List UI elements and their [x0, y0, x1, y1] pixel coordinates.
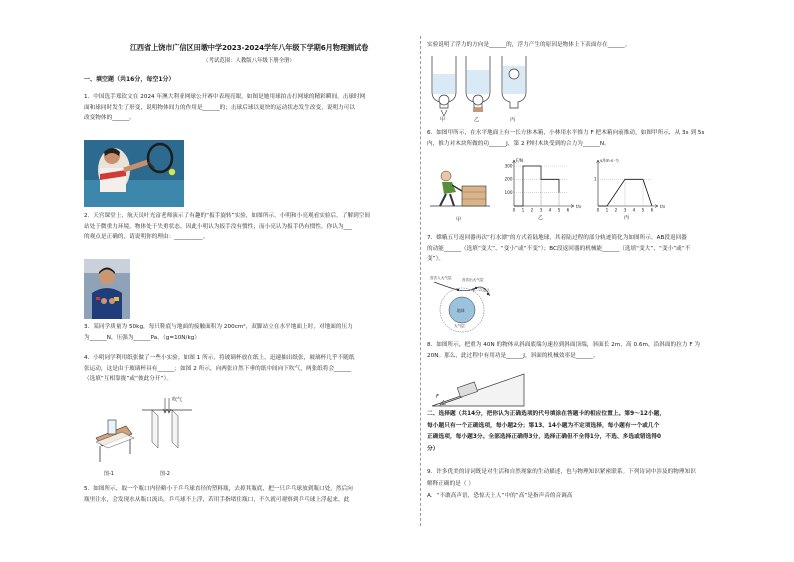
section-2-line: 每小题只有一个正确选项，每小题2分；第13、14小题为不定项选择，每小题有一个或几个 [427, 422, 660, 429]
question-2-line: 站处于微重力环境，物体处于失重状态，因此小明认为扳手没有惯性；而小亮认为扳手仍有惯性，你认为___ [84, 223, 353, 230]
trajectory-label-earth: 地球 [457, 308, 465, 313]
question-9-option-a: A．“不敢高声语，恐惊天上人”中的“高”是指声音的音调高 [427, 493, 573, 499]
question-6 [427, 128, 757, 149]
question-7-line: 7．嫦娥五号返回器再次“打水漂”的方式着陆地球，其着陆过程的部分轨迹简化为如图所示。AB段返回器 [427, 235, 687, 241]
question-3-line: 为______N，压强为______Pa。（g=10N/kg） [84, 334, 201, 341]
question-7 [427, 233, 757, 265]
trajectory-label-first-entry: 首次入大气层 [430, 276, 452, 280]
bottle-caption-yi: 乙 [474, 117, 480, 123]
bottle-caption-bing: 丙 [510, 117, 516, 123]
blow-label: 吹气 [172, 397, 183, 403]
question-8-line: 8．如图所示，把重为 40N 的物体从斜面底端匀速拉到斜面顶端，斜面长 2m，高 0.6m，沿斜面的拉力 F 为 [427, 342, 701, 348]
question-8 [427, 340, 757, 361]
question-3-line: 3．某同学质量为 50kg，每只鞋底与地面的接触面积为 200cm²，双脚站立在水平地面上时，对地面的压力 [84, 324, 353, 330]
question-5 [84, 484, 414, 505]
bottle-figure [428, 56, 538, 124]
question-3 [84, 322, 414, 343]
push-box-figure [430, 158, 490, 222]
x-tick-label: 1 [605, 207, 609, 213]
question-4-line: 4．小明同学利用纸张做了一些小实验。如图 1 所示，将玻璃杯放在纸上，迅速抽出纸张，玻璃杯几乎不随纸 [84, 355, 355, 361]
trajectory-label-atmosphere: 大气层 [454, 324, 465, 328]
x-tick-label: 0 [596, 207, 600, 213]
section-heading-fill: 一、填空题（共16分，每空1分） [84, 76, 175, 83]
x-tick-label: 5 [557, 207, 561, 213]
section-2-line: 正确选项，每小题3分。全部选择正确得3分，选择正确但不全得1分，不选、多选或错选得0 [427, 434, 662, 441]
question-1-line: 1．中国选手郑钦文在 2024 年澳大利亚网球公开赛中表现亮眼，如图是她用球拍击打网球的精彩瞬间，击球时网 [84, 94, 366, 100]
column-divider [420, 36, 421, 526]
y-tick-label: 1 [593, 176, 597, 182]
bottle-caption-jia: 甲 [440, 117, 446, 123]
y-axis-label: v/(m·s⁻¹) [600, 158, 619, 163]
y-tick-label: 200 [504, 176, 513, 182]
x-tick-label: 6 [650, 207, 654, 213]
x-tick-label: 1 [521, 207, 525, 213]
figure-2-caption: 图-2 [160, 471, 170, 477]
x-tick-label: 3 [539, 207, 543, 213]
question-7-line: 的动能______（选填“变大”、“变小”或“不变”）；BC段返回器的机械能______（选填“变大”、“变小”或“不 [427, 245, 691, 252]
velocity-chart-caption: 丙 [624, 215, 630, 221]
page-title: 江西省上饶市广信区田墩中学2023-2024学年八年级下学期6月物理测试卷 [129, 43, 369, 52]
force-chart-caption: 乙 [538, 215, 544, 221]
reentry-trajectory-figure [428, 274, 496, 334]
question-5-line: 瓶里注水，会发现水从瓶口流出，乒乓球不上浮，若用手指堵住瓶口，不久就可观察到乒乓球上浮起来，此 [84, 496, 350, 503]
question-4-line: 张运动，这是由于玻璃杯具有______；如图 2 所示，向两张自然下垂的纸中间向下吹气，两张纸将会______ [84, 365, 352, 372]
x-tick-label: 5 [641, 207, 645, 213]
x-axis-label: t/s [660, 204, 666, 209]
question-1 [84, 92, 414, 124]
x-tick-label: 2 [614, 207, 618, 213]
question-7-line: 变”）。 [427, 256, 445, 263]
question-9 [427, 466, 757, 502]
section-heading-choice [427, 409, 763, 455]
x-tick-label: 6 [566, 207, 570, 213]
y-tick-label: 300 [504, 163, 513, 169]
x-axis-label: t/s [576, 204, 582, 209]
question-1-line: 面和球同时发生了形变，说明物体间力的作用是______的；击球后球以更快的运动状态发生改变，说明力可以 [84, 104, 356, 111]
tennis-player-photo [84, 140, 184, 207]
section-2-line: 分） [427, 445, 439, 452]
question-4 [84, 353, 414, 385]
page-subtitle: （考试范围：人教版八年级下册全册） [203, 58, 295, 64]
question-9-line: 9．许多优美的诗词既是对生活和自然现象的生动描述，也与物理知识紧密联系。下列诗词中涉及的物理知识 [427, 469, 696, 475]
force-time-chart [502, 156, 580, 222]
force-label: F [436, 394, 439, 400]
push-figure-caption: 甲 [456, 217, 462, 223]
question-2-line: 的观点是正确的，请说明你的理由：__________。 [84, 234, 209, 241]
question-6-line: 6．如图甲所示，在水平地面上有一长方体木箱，小林用水平推力 F 把木箱向前推动，如图甲所示，从 3s 到 5s [427, 130, 705, 136]
velocity-time-chart-svg [586, 156, 666, 216]
question-5-line: 5．如图所示，取一个瓶口内径略小于乒乓球直径的塑料瓶，去掉其瓶底，把一只乒乓球放到瓶口处，然后向 [84, 486, 353, 492]
question-2 [84, 211, 414, 243]
question-8-line: 20N。那么，此过程中有用功是______J，斜面的机械效率是______。 [427, 352, 599, 359]
series-line [514, 166, 559, 206]
figure-1-caption: 图-1 [104, 471, 114, 477]
paper-experiment-figure [92, 398, 202, 480]
question-5-continued [427, 40, 757, 51]
y-axis-label: F/N [516, 158, 523, 163]
incline-figure [430, 368, 528, 408]
x-tick-label: 4 [632, 207, 636, 213]
question-6-line: 内，推力对木块所做的功______J，第 2 秒时木块受到的合力为______N。 [427, 140, 610, 147]
x-tick-label: 0 [512, 207, 516, 213]
force-time-chart-svg [502, 156, 580, 216]
trajectory-label-first-exit: 首次出大气层 [462, 278, 484, 282]
x-tick-label: 4 [548, 207, 552, 213]
astronaut-photo [84, 259, 130, 319]
y-tick-label: 100 [504, 190, 513, 196]
section-2-line: 二、选择题（共14分，把你认为正确选项的代号填涂在答题卡的相应位置上。第9～12小题， [427, 411, 666, 417]
x-tick-label: 2 [530, 207, 534, 213]
question-5-continued-line: 实验说明了浮力的方向是______的，浮力产生的原因是物体上下表面存在______。 [427, 42, 631, 48]
velocity-time-chart [586, 156, 666, 222]
question-9-line: 解释正确的是（ ） [427, 481, 474, 487]
x-tick-label: 3 [623, 207, 627, 213]
question-4-line: （选填“互相靠拢”或“彼此分开”）。 [84, 376, 173, 383]
trajectory-label-second-entry: 第二次进入 [472, 288, 490, 292]
question-2-line: 2．天宫课堂上，航天员叶光富老师演示了有趣的“扳手旋转”实验，如图所示，小明和小亮观看实验后，了解到空间 [84, 213, 371, 219]
question-1-line: 改变物体的______。 [84, 115, 135, 122]
